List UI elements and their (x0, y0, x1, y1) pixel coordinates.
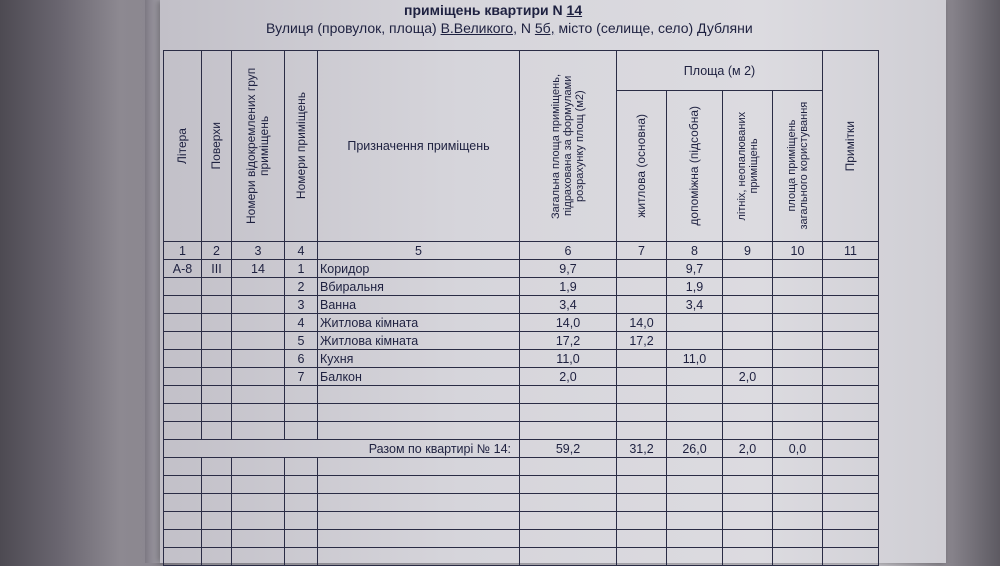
empty-row (164, 404, 879, 422)
cell-room: 5 (285, 332, 318, 350)
table-row (164, 332, 879, 350)
empty-row (164, 494, 879, 512)
cell-purpose: Житлова кімната (318, 314, 520, 332)
cell-purpose: Кухня (318, 350, 520, 368)
cell-total: 9,7 (520, 260, 617, 278)
column-number-row (164, 242, 879, 260)
cell-litera (164, 350, 202, 368)
col-num: 11 (823, 242, 879, 260)
cell-summer (723, 350, 773, 368)
col-num: 4 (285, 242, 318, 260)
totals-common: 0,0 (773, 440, 823, 458)
cell-group (232, 332, 285, 350)
title-text: приміщень квартири (404, 2, 549, 18)
col-header-litera: Літера (164, 51, 202, 242)
cell-notes (823, 332, 879, 350)
cell-common (773, 314, 823, 332)
col-header-purpose: Призначення приміщень (318, 51, 520, 242)
rooms-table (163, 50, 879, 566)
apartment-number: 14 (566, 2, 583, 18)
cell-common (773, 350, 823, 368)
cell-litera (164, 314, 202, 332)
cell-litera (164, 368, 202, 386)
totals-notes (823, 440, 879, 458)
col-num: 8 (667, 242, 723, 260)
cell-aux (667, 332, 723, 350)
totals-aux: 26,0 (667, 440, 723, 458)
cell-litera (164, 296, 202, 314)
cell-total: 17,2 (520, 332, 617, 350)
cell-living (617, 260, 667, 278)
cell-living: 17,2 (617, 332, 667, 350)
col-num: 7 (617, 242, 667, 260)
cell-purpose: Житлова кімната (318, 332, 520, 350)
cell-group: 14 (232, 260, 285, 278)
house-label: N (520, 20, 531, 36)
col-header-auxiliary: допоміжна (підсобна) (667, 91, 723, 242)
col-num: 6 (520, 242, 617, 260)
cell-floor (202, 278, 232, 296)
empty-row (164, 530, 879, 548)
cell-purpose: Балкон (318, 368, 520, 386)
col-num: 1 (164, 242, 202, 260)
empty-row (164, 512, 879, 530)
cell-group (232, 314, 285, 332)
cell-room: 1 (285, 260, 318, 278)
cell-floor (202, 332, 232, 350)
col-num: 5 (318, 242, 520, 260)
cell-aux (667, 314, 723, 332)
cell-aux (667, 368, 723, 386)
totals-living: 31,2 (617, 440, 667, 458)
page-edge (145, 0, 160, 563)
cell-litera (164, 332, 202, 350)
col-header-living: житлова (основна) (617, 91, 667, 242)
cell-room: 4 (285, 314, 318, 332)
cell-litera (164, 278, 202, 296)
cell-common (773, 332, 823, 350)
cell-room: 2 (285, 278, 318, 296)
city-value: Дубляни (697, 20, 753, 36)
cell-summer (723, 314, 773, 332)
col-header-summer: літніх, неопалюваних приміщень (723, 91, 773, 242)
cell-notes (823, 296, 879, 314)
cell-summer (723, 332, 773, 350)
street-label: Вулиця (провулок, площа) (266, 20, 437, 36)
cell-purpose: Ванна (318, 296, 520, 314)
empty-row (164, 386, 879, 404)
cell-floor (202, 368, 232, 386)
cell-floor: ІІІ (202, 260, 232, 278)
cell-purpose: Коридор (318, 260, 520, 278)
empty-row (164, 422, 879, 440)
col-num: 9 (723, 242, 773, 260)
city-label: місто (селище, село) (558, 20, 694, 36)
cell-total: 2,0 (520, 368, 617, 386)
cell-room: 3 (285, 296, 318, 314)
col-header-area: Площа (м 2) (617, 51, 823, 91)
col-num: 10 (773, 242, 823, 260)
col-header-groups: Номери відокремлених груп приміщень (232, 51, 285, 242)
cell-living (617, 296, 667, 314)
title-no-label: N (552, 2, 563, 18)
col-header-rooms: Номери приміщень (285, 51, 318, 242)
cell-summer (723, 278, 773, 296)
cell-summer (723, 296, 773, 314)
cell-group (232, 350, 285, 368)
cell-notes (823, 350, 879, 368)
cell-common (773, 296, 823, 314)
cell-room: 7 (285, 368, 318, 386)
street-value: В.Великого, (440, 20, 517, 36)
cell-notes (823, 260, 879, 278)
totals-row (164, 440, 879, 458)
table-row (164, 296, 879, 314)
cell-summer: 2,0 (723, 368, 773, 386)
cell-aux: 1,9 (667, 278, 723, 296)
cell-floor (202, 296, 232, 314)
cell-litera: А-8 (164, 260, 202, 278)
cell-total: 11,0 (520, 350, 617, 368)
document-title (404, 2, 582, 18)
col-header-total: Загальна площа приміщень, підрахована за формулами розрахунку площ (м2) (520, 51, 617, 242)
house-number: 5б, (534, 20, 555, 36)
totals-label: Разом по квартирі № 14: (164, 440, 520, 458)
cell-living (617, 278, 667, 296)
col-header-floors: Поверхи (202, 51, 232, 242)
cell-living (617, 368, 667, 386)
table-row (164, 314, 879, 332)
table-row (164, 278, 879, 296)
cell-notes (823, 314, 879, 332)
table-row (164, 368, 879, 386)
cell-aux: 11,0 (667, 350, 723, 368)
cell-group (232, 278, 285, 296)
col-header-common: площа приміщень загального користування (773, 91, 823, 242)
cell-notes (823, 368, 879, 386)
table-row (164, 260, 879, 278)
cell-living: 14,0 (617, 314, 667, 332)
cell-floor (202, 314, 232, 332)
cell-group (232, 368, 285, 386)
address-line (266, 20, 753, 36)
totals-total: 59,2 (520, 440, 617, 458)
cell-aux: 3,4 (667, 296, 723, 314)
col-num: 2 (202, 242, 232, 260)
cell-common (773, 368, 823, 386)
col-header-notes: Примітки (823, 51, 879, 242)
cell-summer (723, 260, 773, 278)
cell-purpose: Вбиральня (318, 278, 520, 296)
col-num: 3 (232, 242, 285, 260)
cell-total: 1,9 (520, 278, 617, 296)
empty-row (164, 458, 879, 476)
totals-summer: 2,0 (723, 440, 773, 458)
cell-common (773, 278, 823, 296)
cell-living (617, 350, 667, 368)
cell-common (773, 260, 823, 278)
empty-row (164, 476, 879, 494)
cell-room: 6 (285, 350, 318, 368)
cell-notes (823, 278, 879, 296)
cell-floor (202, 350, 232, 368)
cell-total: 14,0 (520, 314, 617, 332)
cell-group (232, 296, 285, 314)
cell-total: 3,4 (520, 296, 617, 314)
cell-aux: 9,7 (667, 260, 723, 278)
table-row (164, 350, 879, 368)
